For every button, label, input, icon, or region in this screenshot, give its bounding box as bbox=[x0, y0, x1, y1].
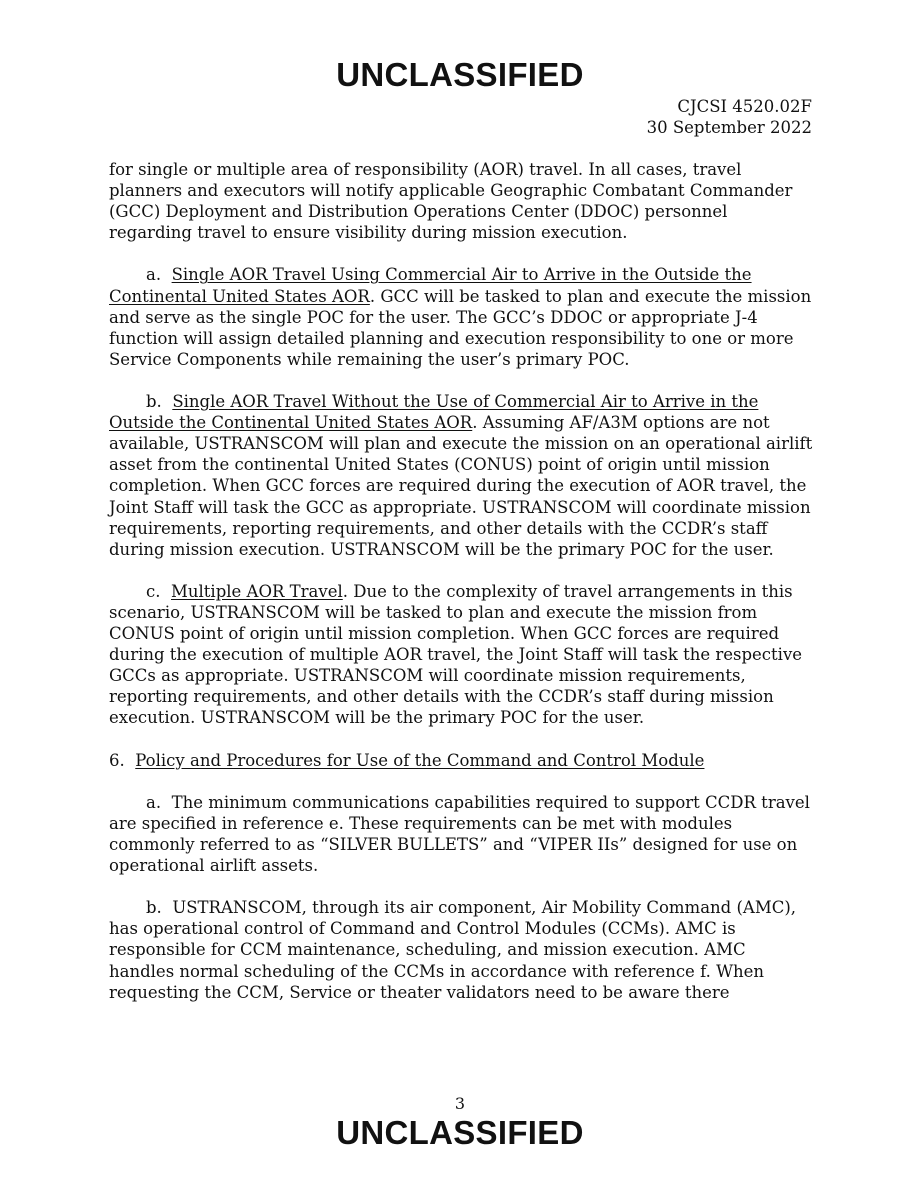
paragraph-heading: Multiple AOR Travel bbox=[171, 581, 343, 601]
paragraph-text: USTRANSCOM, through its air component, Air Mobility Command (AMC), has operational control of Command and Control Modules (CCMs). AMC is responsible for CCM maintenance, scheduling, and mission execution. AMC handles normal scheduling of the CCMs in accordance with reference f. When requesting the CCM, Service or theater validators need to be aware there bbox=[109, 898, 797, 1002]
paragraph-text: . Due to the complexity of travel arrangements in this scenario, USTRANSCOM will be tasked to plan and execute the mission from CONUS point of origin until mission completion. When GCC forces are required during the execution of multiple AOR travel, the Joint Staff will task the respective GCCs as appropriate. USTRANSCOM will coordinate mission requirements, reporting requirements, and other details with the CCDR’s staff during mission execution. USTRANSCOM will be the primary POC for the user. bbox=[109, 581, 803, 728]
paragraph-heading: Single AOR Travel Using Commercial Air to Arrive in the Outside the Continental United States AOR bbox=[109, 265, 752, 306]
section-6-heading bbox=[109, 750, 814, 771]
paragraph-5b bbox=[109, 391, 814, 560]
page-number: 3 bbox=[454, 1094, 466, 1113]
document-body bbox=[109, 159, 814, 1024]
intro-paragraph: for single or multiple area of responsibility (AOR) travel. In all cases, travel planners and executors will notify applicable Geographic Combatant Commander (GCC) Deployment and Distribution Operations Center (DDOC) personnel regarding travel to ensure visibility during mission execution. bbox=[109, 160, 793, 243]
section-number: 6. bbox=[109, 750, 125, 770]
paragraph-heading: Single AOR Travel Without the Use of Commercial Air to Arrive in the Outside the Continental United States AOR bbox=[109, 392, 759, 433]
classification-banner-bottom: UNCLASSIFIED bbox=[336, 1114, 584, 1151]
paragraph-5c bbox=[109, 581, 814, 729]
section-title: Policy and Procedures for Use of the Command and Control Module bbox=[135, 750, 705, 770]
paragraph-text: The minimum communications capabilities required to support CCDR travel are specified in reference e. These requirements can be met with modules commonly referred to as “SILVER BULLETS” and “VIPER IIs” designed for use on operational airlift assets. bbox=[109, 792, 810, 876]
paragraph-5a bbox=[109, 264, 814, 369]
paragraph-text: . Assuming AF/A3M options are not available, USTRANSCOM will plan and execute the mission on an operational airlift asset from the continental United States (CONUS) point of origin until mission completion. When GCC forces are required during the execution of AOR travel, the Joint Staff will task the GCC as appropriate. USTRANSCOM will coordinate mission requirements, reporting requirements, and other details with the CCDR’s staff during mission execution. USTRANSCOM will be the primary POC for the user. bbox=[109, 413, 813, 559]
paragraph-6a bbox=[109, 792, 814, 876]
paragraph-label: a. bbox=[146, 265, 162, 285]
paragraph-6b bbox=[109, 897, 814, 1002]
document-date: 30 September 2022 bbox=[646, 118, 812, 137]
paragraph-label: b. bbox=[146, 392, 162, 412]
classification-banner-top: UNCLASSIFIED bbox=[336, 56, 584, 93]
document-number: CJCSI 4520.02F bbox=[677, 97, 812, 116]
paragraph-label: a. bbox=[146, 792, 162, 812]
paragraph-label: b. bbox=[146, 898, 162, 918]
paragraph-label: c. bbox=[146, 581, 161, 601]
paragraph-text: . GCC will be tasked to plan and execute the mission and serve as the single POC for the user. The GCC’s DDOC or appropriate J-4 function will assign detailed planning and execution responsibility to one or more Service Components while remaining the user’s primary POC. bbox=[109, 286, 812, 369]
